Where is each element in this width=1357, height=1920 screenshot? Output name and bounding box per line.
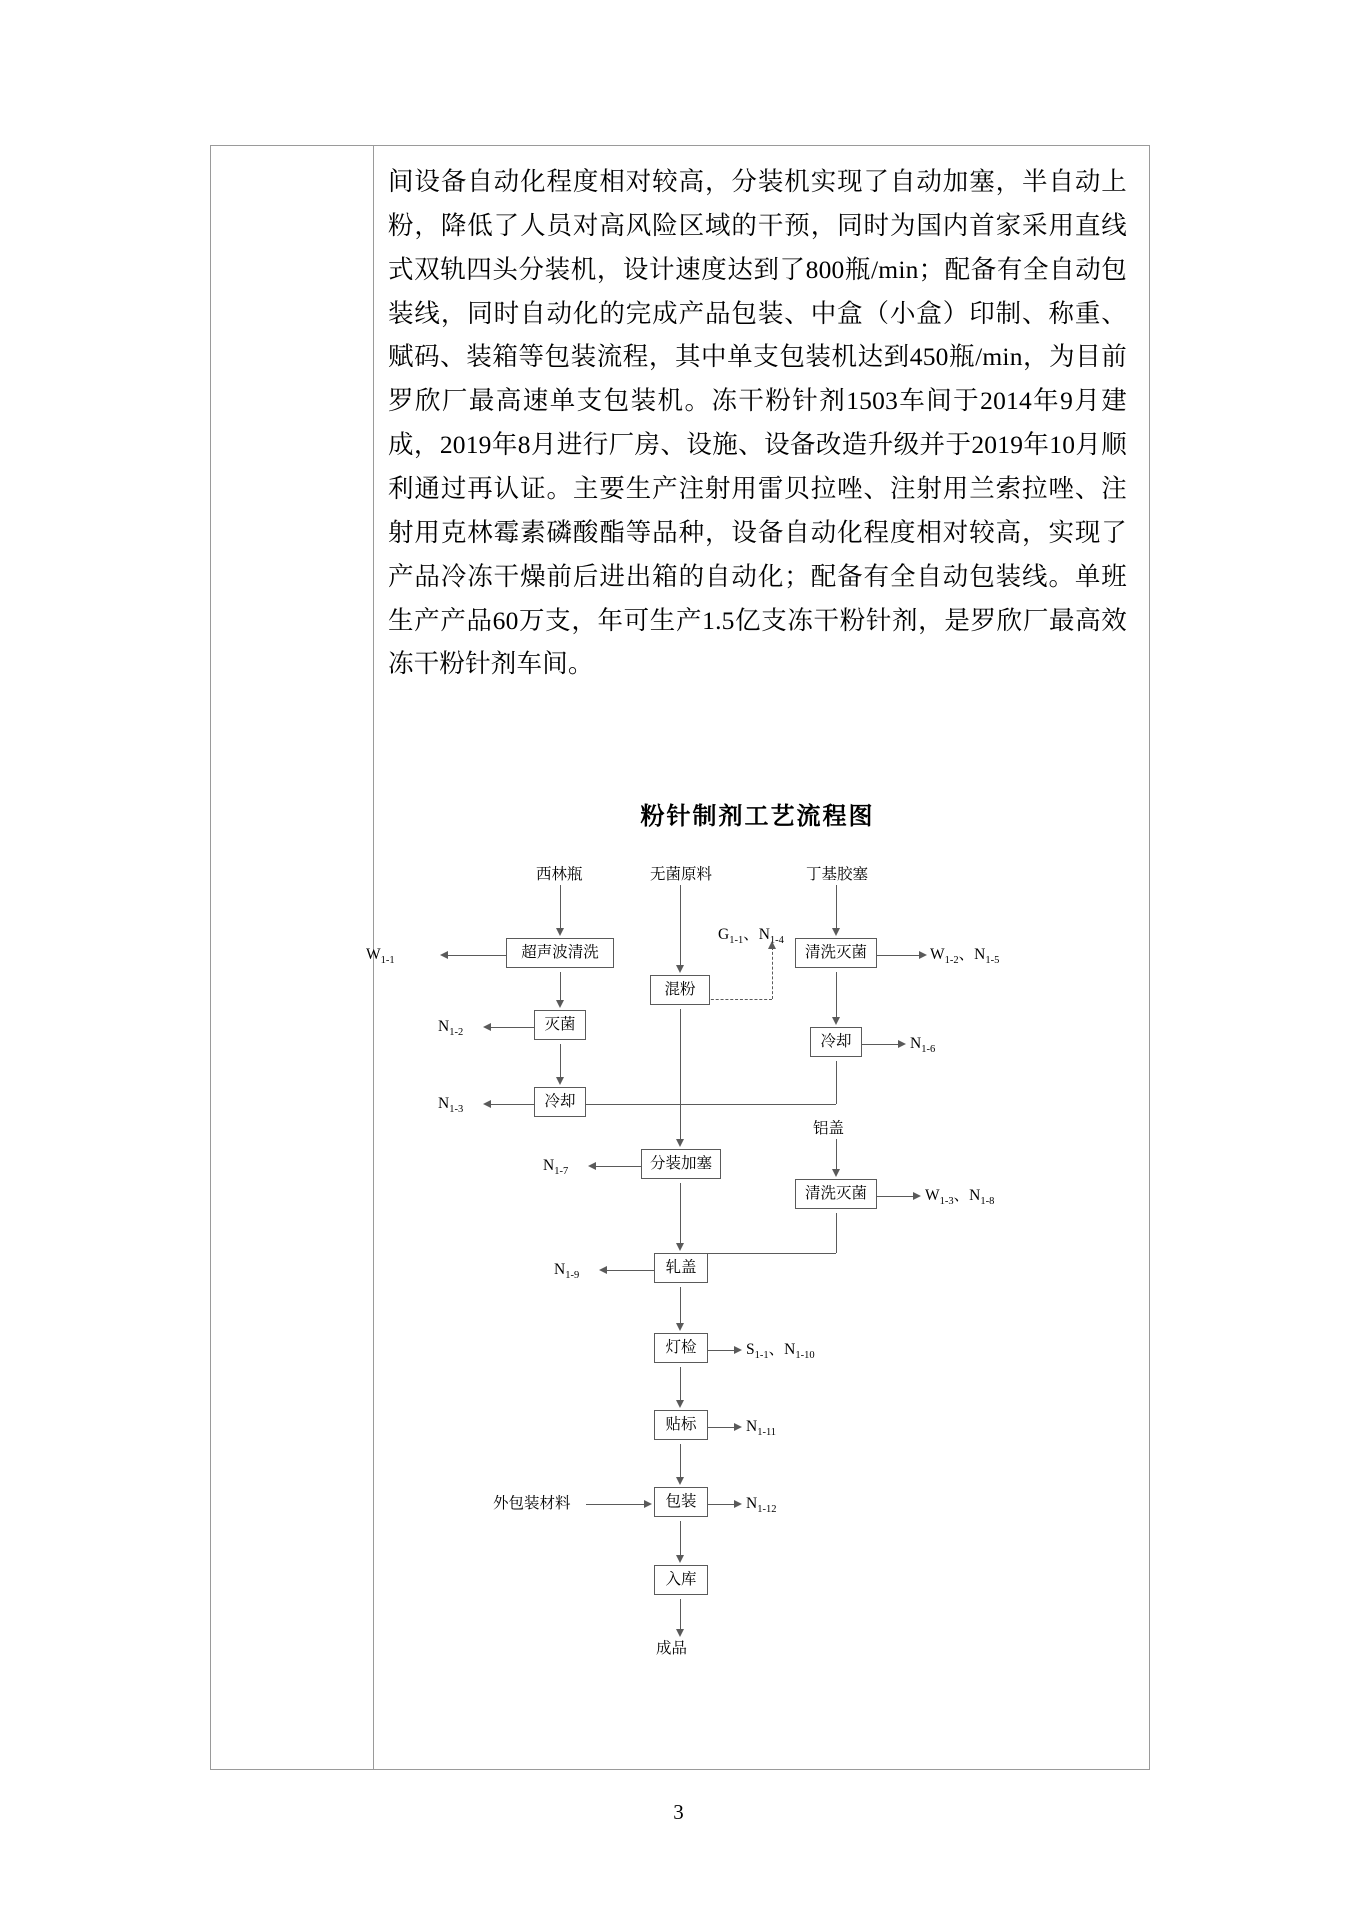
arrow-packing-warehousing bbox=[676, 1555, 684, 1563]
arrow-ultrasonic-sterilize bbox=[556, 1000, 564, 1008]
arrow-cap-down bbox=[832, 1169, 840, 1177]
input-label-packaging: 外包装材料 bbox=[493, 1495, 571, 1513]
arrow-emission-capping bbox=[599, 1266, 607, 1274]
emission-mid-top: $G_{1-1}$、$N_{1-4}$ bbox=[718, 926, 784, 947]
connector-sterilize-cool bbox=[560, 1044, 561, 1079]
flowchart-title: 粉针制剂工艺流程图 bbox=[640, 804, 875, 831]
output-label-product: 成品 bbox=[656, 1640, 688, 1658]
arrow-emission-sterilize bbox=[483, 1023, 491, 1031]
arrow-labeling-packing bbox=[676, 1477, 684, 1485]
input-label-material: 无菌原料 bbox=[650, 866, 713, 884]
arrow-sterilize-cool bbox=[556, 1077, 564, 1085]
line-emission-sterilize bbox=[488, 1027, 534, 1028]
arrow-emission-cool-right bbox=[898, 1040, 906, 1048]
line-emission-capping bbox=[604, 1270, 654, 1271]
emission-lamp-line: $S_{1-1}$、$N_{1-10}$ bbox=[746, 1341, 815, 1362]
line-packaging-in bbox=[586, 1504, 646, 1505]
node-warehousing: 入库 bbox=[654, 1565, 708, 1595]
arrow-capping-lamp bbox=[676, 1323, 684, 1331]
emission-cap-line: $W_{1-3}$、$N_{1-8}$ bbox=[925, 1187, 995, 1208]
arrow-emission-labeling bbox=[734, 1423, 742, 1431]
line-emission-right-top bbox=[877, 955, 921, 956]
connector-cleansterilize-cool bbox=[836, 972, 837, 1019]
node-mix-powder: 混粉 bbox=[650, 975, 710, 1005]
arrow-vial-down bbox=[556, 928, 564, 936]
node-sterilize: 灭菌 bbox=[534, 1010, 586, 1040]
connector-ultrasonic-sterilize bbox=[560, 972, 561, 1002]
content-table bbox=[210, 145, 1150, 1770]
emission-n111: $N_{1-11}$ bbox=[746, 1418, 777, 1439]
body-paragraph: 间设备自动化程度相对较高，分装机实现了自动加塞，半自动上粉，降低了人员对高风险区域的干预，同时为国内首家采用直线式双轨四头分装机，设计速度达到了800瓶/min；配备有全自动包装线，同时自动化的完成产品包装、中盒（小盒）印制、称重、赋码、装箱等包装流程，其中单支包装机达到450瓶/min，为目前罗欣厂最高速单支包装机。冻干粉针剂1503车间于2014年9月建成，2019年8月进行厂房、设施、设备改造升级并于2019年10月顺利通过再认证。主要生产注射用雷贝拉唑、注射用兰索拉唑、注射用克林霉素磷酸酯等品种，设备自动化程度相对较高，实现了产品冷冻干燥前后进出箱的自动化；配备有全自动包装线。单班生产产品60万支，年可生产1.5亿支冻干粉针剂，是罗欣厂最高效冻干粉针剂车间。 bbox=[388, 167, 1127, 679]
arrow-stopper-down bbox=[832, 928, 840, 936]
line-cap-to-capping bbox=[836, 1213, 837, 1253]
line-emission-cool-left bbox=[488, 1104, 534, 1105]
emission-n19: $N_{1-9}$ bbox=[554, 1261, 580, 1282]
input-label-stopper: 丁基胶塞 bbox=[806, 866, 869, 884]
node-clean-sterilize-cap: 清洗灭菌 bbox=[795, 1179, 877, 1209]
process-flowchart bbox=[366, 859, 1127, 1658]
arrow-mix-emission-up bbox=[768, 941, 776, 949]
line-emission-filling bbox=[593, 1166, 641, 1167]
line-cool-right-join bbox=[836, 1061, 837, 1104]
line-emission-labeling bbox=[708, 1427, 736, 1428]
dash-connector-mix-side bbox=[706, 999, 772, 1000]
node-cool-right: 冷却 bbox=[810, 1027, 862, 1057]
node-clean-sterilize-top: 清洗灭菌 bbox=[795, 938, 877, 968]
input-label-cap: 铝盖 bbox=[813, 1120, 845, 1138]
arrow-to-filling bbox=[676, 1139, 684, 1147]
arrow-material-down bbox=[676, 965, 684, 973]
input-label-vial: 西林瓶 bbox=[536, 866, 583, 884]
line-labeling-packing bbox=[680, 1444, 681, 1479]
arrow-emission-filling bbox=[588, 1162, 596, 1170]
arrow-cleansterilize-cool bbox=[832, 1017, 840, 1025]
dash-connector-mix-up bbox=[772, 947, 773, 999]
connector-material-down bbox=[680, 885, 681, 967]
line-emission-left-top bbox=[445, 955, 506, 956]
line-capping-lamp bbox=[680, 1287, 681, 1325]
arrow-emission-cap bbox=[913, 1192, 921, 1200]
line-filling-capping bbox=[680, 1183, 681, 1245]
line-warehousing-product bbox=[680, 1599, 681, 1631]
line-cool-left-join bbox=[586, 1104, 836, 1105]
node-ultrasonic-clean: 超声波清洗 bbox=[506, 938, 614, 968]
arrow-filling-capping bbox=[676, 1243, 684, 1251]
node-capping: 轧盖 bbox=[654, 1253, 708, 1283]
connector-vial-down bbox=[560, 885, 561, 930]
arrow-emission-right-top bbox=[919, 951, 927, 959]
connector-stopper-down bbox=[836, 885, 837, 930]
node-labeling: 贴标 bbox=[654, 1410, 708, 1440]
emission-n112: $N_{1-12}$ bbox=[746, 1495, 777, 1516]
line-lamp-labeling bbox=[680, 1367, 681, 1402]
arrow-emission-lamp bbox=[734, 1346, 742, 1354]
line-emission-cool-right bbox=[862, 1044, 900, 1045]
node-filling-stoppering: 分装加塞 bbox=[641, 1149, 721, 1179]
emission-right-top: $W_{1-2}$、$N_{1-5}$ bbox=[930, 946, 1000, 967]
arrow-emission-cool-left bbox=[483, 1100, 491, 1108]
node-cool-left: 冷却 bbox=[534, 1087, 586, 1117]
table-right-column bbox=[366, 146, 1149, 1769]
arrow-warehousing-product bbox=[676, 1629, 684, 1637]
emission-n16: $N_{1-6}$ bbox=[910, 1035, 936, 1056]
line-emission-packing bbox=[708, 1504, 736, 1505]
line-emission-lamp bbox=[708, 1350, 736, 1351]
node-packing: 包装 bbox=[654, 1487, 708, 1517]
emission-n17: $N_{1-7}$ bbox=[543, 1157, 569, 1178]
emission-n13: $N_{1-3}$ bbox=[438, 1095, 464, 1116]
emission-n12: $N_{1-2}$ bbox=[438, 1018, 464, 1039]
arrow-lamp-labeling bbox=[676, 1400, 684, 1408]
arrow-emission-left-top bbox=[440, 951, 448, 959]
node-lamp-inspection: 灯检 bbox=[654, 1333, 708, 1363]
line-packing-warehousing bbox=[680, 1521, 681, 1557]
connector-cap-down bbox=[836, 1139, 837, 1171]
arrow-emission-packing bbox=[734, 1500, 742, 1508]
emission-left-top: $W_{1-1}$ bbox=[366, 946, 395, 967]
page-number: 3 bbox=[673, 1800, 684, 1824]
arrow-packaging-in bbox=[644, 1500, 652, 1508]
line-emission-cap bbox=[877, 1196, 915, 1197]
table-left-column bbox=[211, 146, 374, 1769]
main-line-mix-to-filling bbox=[680, 1009, 681, 1141]
